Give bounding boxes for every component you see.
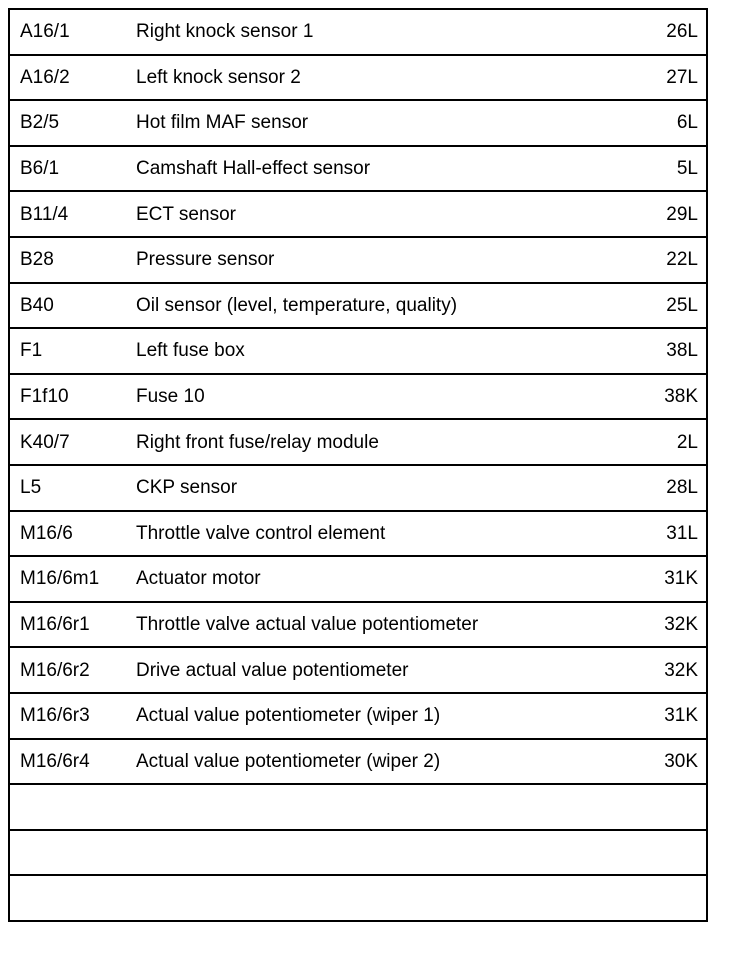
table-row-empty [10, 785, 706, 831]
table-row [10, 648, 706, 694]
component-description: Actual value potentiometer (wiper 1) [136, 705, 441, 727]
grid-reference: 32K [664, 614, 698, 636]
table-row [10, 284, 706, 330]
grid-reference: 5L [676, 158, 698, 180]
component-code: B40 [20, 294, 54, 316]
component-description: CKP sensor [136, 477, 238, 499]
component-description: Right front fuse/relay module [136, 431, 379, 453]
component-code: K40/7 [20, 431, 70, 453]
table-row [10, 694, 706, 740]
grid-reference: 30K [664, 750, 698, 772]
grid-reference: 22L [666, 249, 698, 271]
component-description: Pressure sensor [136, 249, 275, 271]
component-code: L5 [20, 477, 42, 499]
component-code: A16/1 [20, 21, 70, 43]
grid-reference: 31K [664, 705, 698, 727]
component-code: M16/6r2 [20, 659, 90, 681]
grid-reference: 6L [676, 112, 698, 134]
component-description: Actuator motor [136, 568, 261, 590]
component-description: Oil sensor (level, temperature, quality) [136, 294, 458, 316]
table-row [10, 466, 706, 512]
grid-reference: 2L [676, 431, 698, 453]
component-description: Fuse 10 [136, 386, 205, 408]
component-description: Actual value potentiometer (wiper 2) [136, 750, 441, 772]
grid-reference: 29L [666, 203, 698, 225]
component-description: Left knock sensor 2 [136, 66, 301, 88]
grid-reference: 25L [666, 294, 698, 316]
component-code: F1f10 [20, 386, 69, 408]
grid-reference: 38K [664, 386, 698, 408]
table-row [10, 512, 706, 558]
grid-reference: 32K [664, 659, 698, 681]
grid-reference: 26L [666, 21, 698, 43]
component-description: ECT sensor [136, 203, 236, 225]
component-description: Throttle valve control element [136, 522, 386, 544]
table-row [10, 420, 706, 466]
component-code: M16/6m1 [20, 568, 100, 590]
component-code: M16/6 [20, 522, 73, 544]
table-row [10, 192, 706, 238]
component-description: Drive actual value potentiometer [136, 659, 409, 681]
component-code: B28 [20, 249, 54, 271]
table-row-empty [10, 831, 706, 877]
grid-reference: 38L [666, 340, 698, 362]
component-description: Left fuse box [136, 340, 245, 362]
component-description: Throttle valve actual value potentiometer [136, 614, 479, 636]
table-row-empty [10, 876, 706, 922]
component-code: B2/5 [20, 112, 60, 134]
component-code: M16/6r3 [20, 705, 90, 727]
table-row [10, 101, 706, 147]
table-row [10, 603, 706, 649]
table-row [10, 147, 706, 193]
table-row [10, 56, 706, 102]
table-row [10, 10, 706, 56]
component-code: B6/1 [20, 158, 60, 180]
component-code: A16/2 [20, 66, 70, 88]
grid-reference: 31K [664, 568, 698, 590]
table-row [10, 740, 706, 786]
component-code: B11/4 [20, 203, 69, 225]
component-description: Camshaft Hall-effect sensor [136, 158, 371, 180]
table-row [10, 238, 706, 284]
table-row [10, 557, 706, 603]
table-row [10, 329, 706, 375]
component-description: Right knock sensor 1 [136, 21, 314, 43]
component-code: M16/6r1 [20, 614, 90, 636]
table-row [10, 375, 706, 421]
grid-reference: 31L [666, 522, 698, 544]
grid-reference: 28L [666, 477, 698, 499]
component-code: M16/6r4 [20, 750, 90, 772]
component-code: F1 [20, 340, 43, 362]
component-table [8, 8, 708, 922]
grid-reference: 27L [666, 66, 698, 88]
component-description: Hot film MAF sensor [136, 112, 309, 134]
